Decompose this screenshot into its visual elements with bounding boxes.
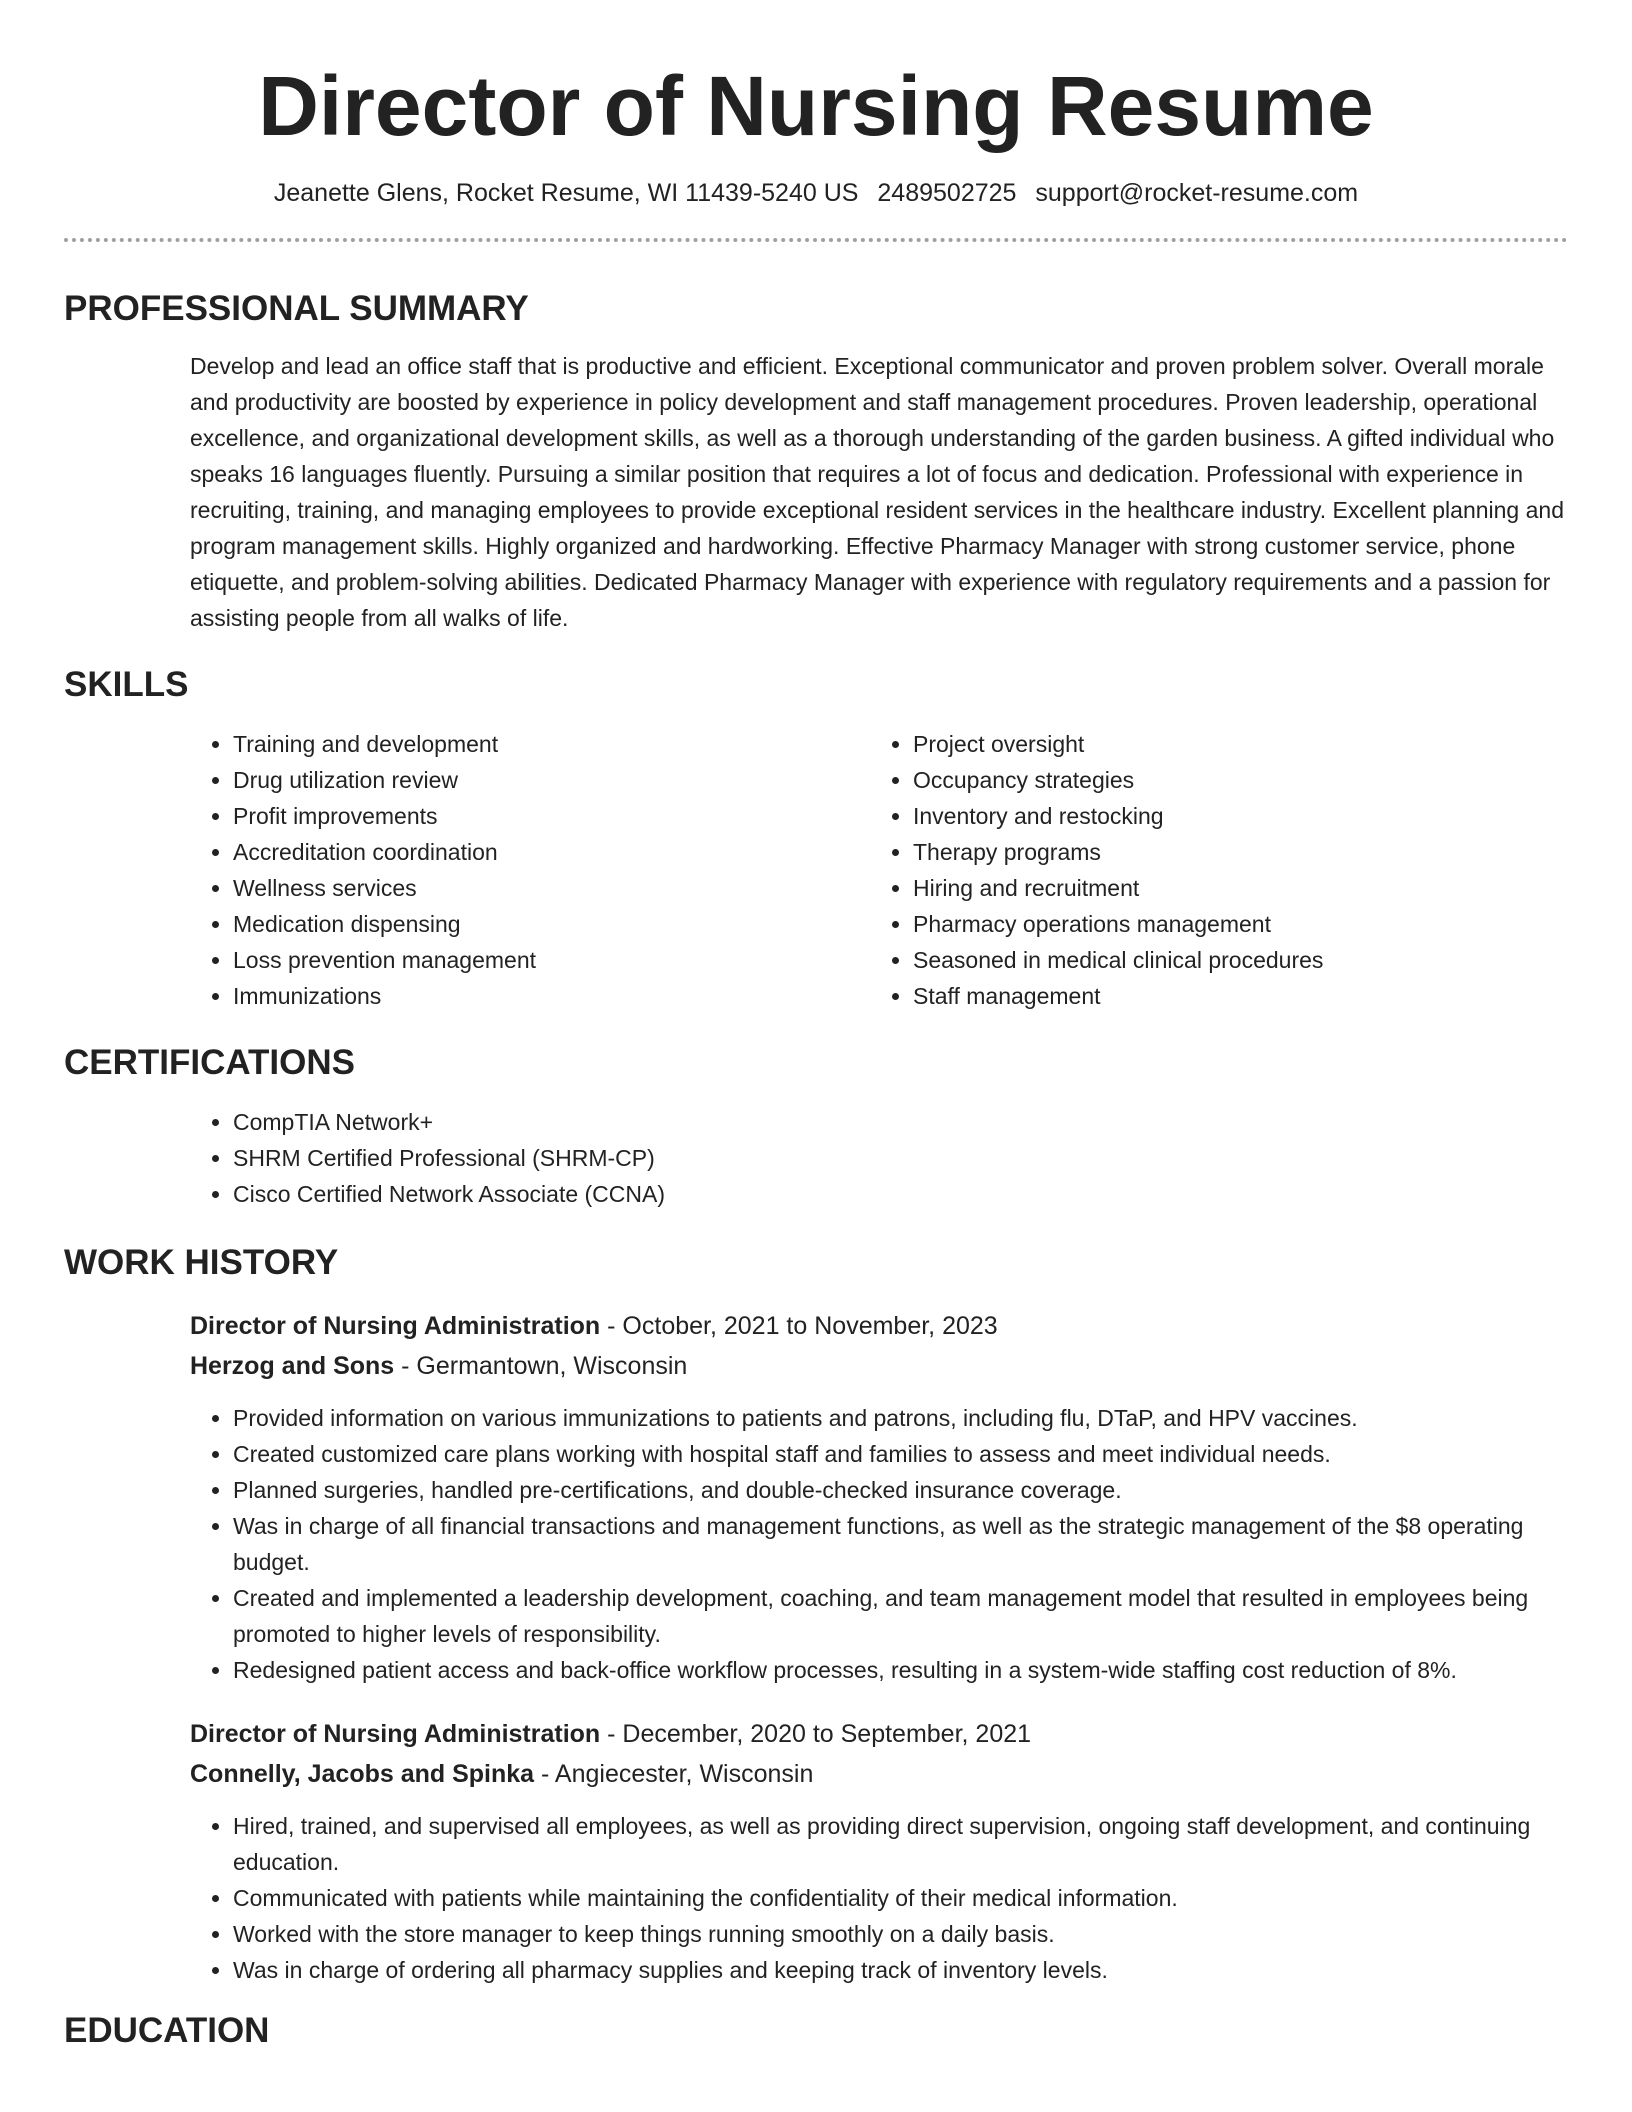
skills-right-column (870, 726, 1550, 1014)
job-bullet: • Hired, trained, and supervised all employees, as well as providing direct supervision, ongoing staff development, and continuing education. (233, 1808, 1568, 1880)
contact-address: Jeanette Glens, Rocket Resume, WI 11439-5240 US (273, 179, 859, 207)
job-company: Herzog and Sons (190, 1352, 395, 1380)
job-entry (190, 1306, 1568, 1688)
skill-item: • Hiring and recruitment (913, 870, 1550, 906)
job-location: - Germantown, Wisconsin (394, 1352, 688, 1380)
skills-grid (190, 726, 1568, 1014)
job-company: Connelly, Jacobs and Spinka (190, 1760, 535, 1788)
job-entry (190, 1714, 1568, 1988)
job-bullet: • Worked with the store manager to keep things running smoothly on a daily basis. (233, 1916, 1568, 1952)
certification-item: • SHRM Certified Professional (SHRM-CP) (233, 1140, 1568, 1176)
job-bullets (190, 1808, 1568, 1988)
skill-item: • Profit improvements (233, 798, 870, 834)
skill-item: • Inventory and restocking (913, 798, 1550, 834)
job-bullet: • Provided information on various immunizations to patients and patrons, including flu, DTaP, and HPV vaccines. (233, 1400, 1568, 1436)
job-bullet: • Was in charge of all financial transactions and management functions, as well as the strategic management of the $8 operating budget. (233, 1508, 1568, 1580)
summary-text: Develop and lead an office staff that is productive and efficient. Exceptional communicator and proven problem solver. Overall morale and productivity are boosted by experience in policy development and staff management procedures. Proven leadership, operational excellence, and organizational development skills, as well as a thorough understanding of the garden business. A gifted individual who speaks 16 languages fluently. Pursuing a similar position that requires a lot of focus and dedication. Professional with experience in recruiting, training, and managing employees to provide exceptional resident services in the healthcare industry. Excellent planning and program management skills. Highly organized and hardworking. Effective Pharmacy Manager with strong customer service, phone etiquette, and problem-solving abilities. Dedicated Pharmacy Manager with experience with regulatory requirements and a passion for assisting people from all walks of life. (190, 353, 1564, 631)
skill-item: • Seasoned in medical clinical procedures (913, 942, 1550, 978)
skills-left-column (190, 726, 870, 1014)
skill-item: • Drug utilization review (233, 762, 870, 798)
job-title: Director of Nursing Administration (190, 1312, 601, 1340)
skill-item: • Project oversight (913, 726, 1550, 762)
job-bullet: • Was in charge of ordering all pharmacy supplies and keeping track of inventory levels. (233, 1952, 1568, 1988)
skill-item: • Therapy programs (913, 834, 1550, 870)
job-dates: - December, 2020 to September, 2021 (600, 1720, 1032, 1748)
skill-item: • Immunizations (233, 978, 870, 1014)
skill-item: • Occupancy strategies (913, 762, 1550, 798)
skill-item: • Accreditation coordination (233, 834, 870, 870)
skill-item: • Pharmacy operations management (913, 906, 1550, 942)
work-history-heading: WORK HISTORY (64, 1243, 339, 1282)
skill-item: • Training and development (233, 726, 870, 762)
page-title: Director of Nursing Resume (258, 59, 1374, 153)
job-bullet: • Planned surgeries, handled pre-certifications, and double-checked insurance coverage. (233, 1472, 1568, 1508)
job-company-line (190, 1754, 1568, 1794)
skill-item: • Medication dispensing (233, 906, 870, 942)
certification-item: • CompTIA Network+ (233, 1104, 1568, 1140)
job-title: Director of Nursing Administration (190, 1720, 601, 1748)
job-dates: - October, 2021 to November, 2023 (600, 1312, 998, 1340)
skill-item: • Loss prevention management (233, 942, 870, 978)
skills-heading: SKILLS (64, 665, 189, 704)
job-company-line (190, 1346, 1568, 1386)
certification-item: • Cisco Certified Network Associate (CCNA) (233, 1176, 1568, 1212)
header-divider (64, 238, 1568, 242)
certifications-heading: CERTIFICATIONS (64, 1043, 356, 1082)
job-bullet: • Created and implemented a leadership development, coaching, and team management model that resulted in employees being promoted to higher levels of responsibility. (233, 1580, 1568, 1652)
skill-item: • Staff management (913, 978, 1550, 1014)
skill-item: • Wellness services (233, 870, 870, 906)
job-bullet: • Created customized care plans working with hospital staff and families to assess and meet individual needs. (233, 1436, 1568, 1472)
contact-phone: 2489502725 (877, 179, 1017, 207)
summary-heading: PROFESSIONAL SUMMARY (64, 289, 529, 328)
job-bullet: • Communicated with patients while maintaining the confidentiality of their medical information. (233, 1880, 1568, 1916)
contact-email: support@rocket-resume.com (1035, 179, 1359, 207)
education-heading: EDUCATION (64, 2011, 270, 2050)
job-bullet: • Redesigned patient access and back-office workflow processes, resulting in a system-wide staffing cost reduction of 8%. (233, 1652, 1568, 1688)
job-bullets (190, 1400, 1568, 1688)
job-title-line (190, 1714, 1568, 1754)
certifications-list (190, 1104, 1568, 1212)
contact-line (64, 176, 1568, 210)
job-title-line (190, 1306, 1568, 1346)
job-location: - Angiecester, Wisconsin (534, 1760, 814, 1788)
